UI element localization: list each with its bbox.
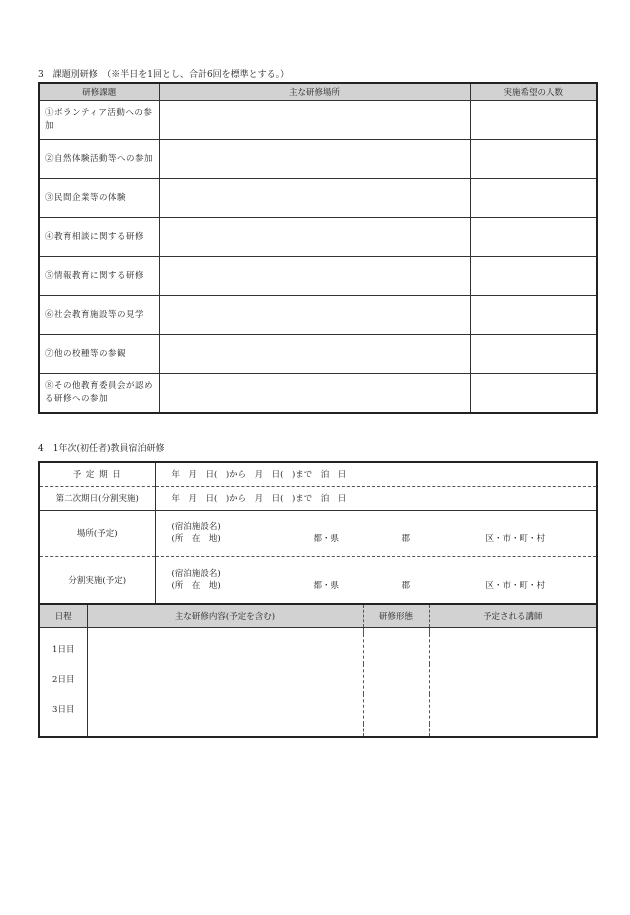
header-day: 日程 bbox=[39, 605, 87, 628]
split-place-value[interactable] bbox=[155, 556, 597, 604]
schedule-value[interactable]: 年 月 日( )から 月 日( )まで 泊 日 bbox=[155, 462, 597, 486]
table-row bbox=[39, 694, 597, 724]
schedule-header-row bbox=[39, 605, 597, 628]
content-input-cell[interactable] bbox=[87, 664, 363, 694]
format-input-cell[interactable] bbox=[363, 634, 429, 664]
prefecture-label: 都・県 bbox=[313, 580, 340, 591]
count-input-cell[interactable] bbox=[470, 374, 597, 414]
count-input-cell[interactable] bbox=[470, 335, 597, 374]
second-schedule-label: 第二次期日(分割実施) bbox=[39, 486, 155, 510]
place-input-cell[interactable] bbox=[159, 179, 470, 218]
header-instructor: 予定される講師 bbox=[429, 605, 597, 628]
address-line bbox=[172, 533, 597, 545]
address-line bbox=[172, 580, 597, 592]
format-input-cell[interactable] bbox=[363, 664, 429, 694]
content-input-cell[interactable] bbox=[87, 634, 363, 664]
count-input-cell[interactable] bbox=[470, 101, 597, 140]
table-row bbox=[39, 335, 597, 374]
header-format: 研修形態 bbox=[363, 605, 429, 628]
address-label: (所 在 地) bbox=[171, 580, 221, 591]
topic-cell: ④教育相談に関する研修 bbox=[39, 218, 159, 257]
day-label: 3日目 bbox=[39, 694, 87, 724]
topic-cell: ⑧その他教育委員会が認める研修への参加 bbox=[39, 374, 159, 414]
header-topic: 研修課題 bbox=[39, 83, 159, 101]
header-place: 主な研修場所 bbox=[159, 83, 470, 101]
place-input-cell[interactable] bbox=[159, 374, 470, 414]
facility-label: (宿泊施設名) bbox=[171, 568, 221, 579]
second-schedule-row bbox=[39, 486, 597, 510]
day-label: 1日目 bbox=[39, 634, 87, 664]
topic-training-table bbox=[38, 82, 598, 414]
prefecture-label: 都・県 bbox=[313, 534, 340, 544]
topic-cell: ③民間企業等の体験 bbox=[39, 179, 159, 218]
topic-cell: ⑦他の校種等の参観 bbox=[39, 335, 159, 374]
section4-title: 4 1年次(初任者)教員宿泊研修 bbox=[38, 444, 165, 454]
county-label: 郡 bbox=[401, 534, 411, 544]
count-input-cell[interactable] bbox=[470, 218, 597, 257]
place-input-cell[interactable] bbox=[159, 140, 470, 179]
table-row bbox=[39, 634, 597, 664]
place-row bbox=[39, 510, 597, 556]
place-input-cell[interactable] bbox=[159, 257, 470, 296]
place-input-cell[interactable] bbox=[159, 335, 470, 374]
count-input-cell[interactable] bbox=[470, 296, 597, 335]
table-row bbox=[39, 664, 597, 694]
city-label: 区・市・町・村 bbox=[485, 580, 546, 591]
format-input-cell[interactable] bbox=[363, 694, 429, 724]
instructor-input-cell[interactable] bbox=[429, 634, 597, 664]
daily-schedule-table bbox=[38, 605, 598, 738]
header-content: 主な研修内容(予定を含む) bbox=[87, 605, 363, 628]
split-place-label: 分割実施(予定) bbox=[39, 556, 155, 604]
table-row bbox=[39, 218, 597, 257]
topic-cell: ①ボランティア活動への参加 bbox=[39, 101, 159, 140]
section3-title: 3 課題別研修 （※半日を1回とし、合計6回を標準とする。） bbox=[38, 70, 290, 80]
table-row bbox=[39, 140, 597, 179]
table-row bbox=[39, 257, 597, 296]
content-input-cell[interactable] bbox=[87, 694, 363, 724]
second-schedule-value[interactable]: 年 月 日( )から 月 日( )まで 泊 日 bbox=[155, 486, 597, 510]
table-row bbox=[39, 374, 597, 414]
schedule-label: 予 定 期 日 bbox=[39, 462, 155, 486]
facility-label: (宿泊施設名) bbox=[171, 522, 221, 532]
instructor-input-cell[interactable] bbox=[429, 694, 597, 724]
lodging-info-table bbox=[38, 461, 598, 605]
place-input-cell[interactable] bbox=[159, 101, 470, 140]
header-count: 実施希望の人数 bbox=[470, 83, 597, 101]
count-input-cell[interactable] bbox=[470, 257, 597, 296]
place-input-cell[interactable] bbox=[159, 296, 470, 335]
table-row bbox=[39, 296, 597, 335]
address-label: (所 在 地) bbox=[171, 534, 221, 544]
topic-cell: ⑥社会教育施設等の見学 bbox=[39, 296, 159, 335]
schedule-row bbox=[39, 462, 597, 486]
table-row bbox=[39, 101, 597, 140]
place-value[interactable] bbox=[155, 510, 597, 556]
count-input-cell[interactable] bbox=[470, 140, 597, 179]
county-label: 郡 bbox=[401, 580, 411, 591]
place-input-cell[interactable] bbox=[159, 218, 470, 257]
count-input-cell[interactable] bbox=[470, 179, 597, 218]
table-header-row bbox=[39, 83, 597, 101]
table-row bbox=[39, 179, 597, 218]
split-place-row bbox=[39, 556, 597, 604]
place-label: 場所(予定) bbox=[39, 510, 155, 556]
instructor-input-cell[interactable] bbox=[429, 664, 597, 694]
day-label: 2日目 bbox=[39, 664, 87, 694]
topic-cell: ⑤情報教育に関する研修 bbox=[39, 257, 159, 296]
city-label: 区・市・町・村 bbox=[485, 534, 546, 544]
topic-cell: ②自然体験活動等への参加 bbox=[39, 140, 159, 179]
